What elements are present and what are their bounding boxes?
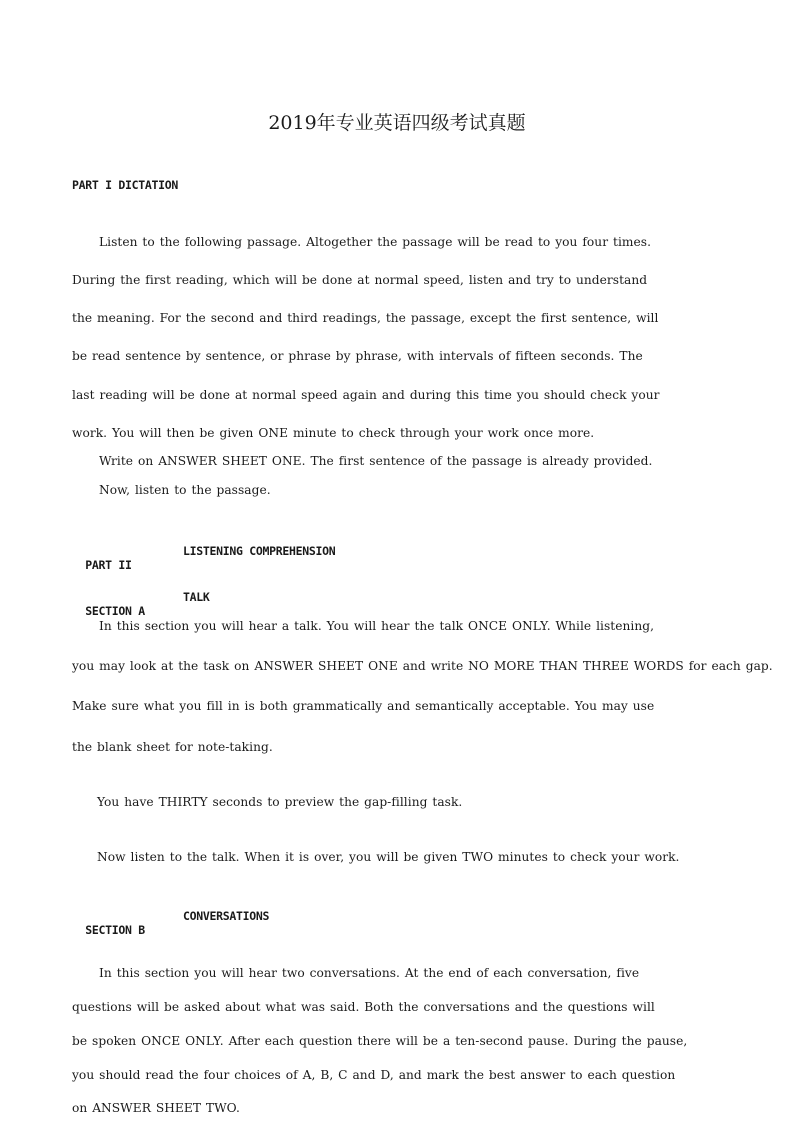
- section-b-line-2: questions will be asked about what was said. Both the conversations and the questions will: [72, 1000, 655, 1014]
- section-a-line-3: Make sure what you fill in is both grammatically and semantically acceptable. You may use: [72, 699, 655, 713]
- part2-title: LISTENING COMPREHENSION: [183, 544, 336, 558]
- part1-heading: PART I DICTATION: [72, 178, 178, 192]
- section-b-line-5: on ANSWER SHEET TWO.: [72, 1101, 240, 1115]
- section-a-title: TALK: [183, 590, 210, 604]
- part2-label: PART II: [85, 558, 132, 572]
- section-a-line-4: the blank sheet for note-taking.: [72, 740, 273, 754]
- page-title: 2019年专业英语四级考试真题: [268, 112, 526, 134]
- part1-line-6: work. You will then be given ONE minute to check through your work once more.: [72, 426, 595, 440]
- section-a-line-6: Now listen to the talk. When it is over, you will be given TWO minutes to check your work.: [97, 850, 680, 864]
- section-a-line-1: In this section you will hear a talk. You will hear the talk ONCE ONLY. While listening,: [99, 619, 655, 633]
- section-b-title: CONVERSATIONS: [183, 909, 270, 923]
- section-b-label: SECTION B: [85, 923, 145, 937]
- section-b-heading: [72, 909, 270, 951]
- section-b-line-1: In this section you will hear two conversations. At the end of each conversation, five: [99, 966, 640, 980]
- part1-line-2: During the first reading, which will be done at normal speed, listen and try to understand: [72, 273, 648, 287]
- part1-line-1: Listen to the following passage. Altogether the passage will be read to you four times.: [99, 235, 651, 249]
- part1-line-8: Now, listen to the passage.: [99, 483, 271, 497]
- section-b-line-3: be spoken ONCE ONLY. After each question there will be a ten-second pause. During the pause,: [72, 1034, 688, 1048]
- part1-line-7: Write on ANSWER SHEET ONE. The first sentence of the passage is already provided.: [99, 454, 653, 468]
- section-a-label: SECTION A: [85, 604, 145, 618]
- part1-line-5: last reading will be done at normal speed again and during this time you should check your: [72, 388, 660, 402]
- section-a-line-2: you may look at the task on ANSWER SHEET ONE and write NO MORE THAN THREE WORDS for each gap.: [72, 659, 773, 673]
- part1-line-4: be read sentence by sentence, or phrase by phrase, with intervals of fifteen seconds. The: [72, 349, 643, 363]
- section-a-line-5: You have THIRTY seconds to preview the gap-filling task.: [97, 795, 463, 809]
- part2-heading: [72, 544, 336, 586]
- section-b-line-4: you should read the four choices of A, B, C and D, and mark the best answer to each question: [72, 1068, 676, 1082]
- part1-line-3: the meaning. For the second and third readings, the passage, except the first sentence, will: [72, 311, 659, 325]
